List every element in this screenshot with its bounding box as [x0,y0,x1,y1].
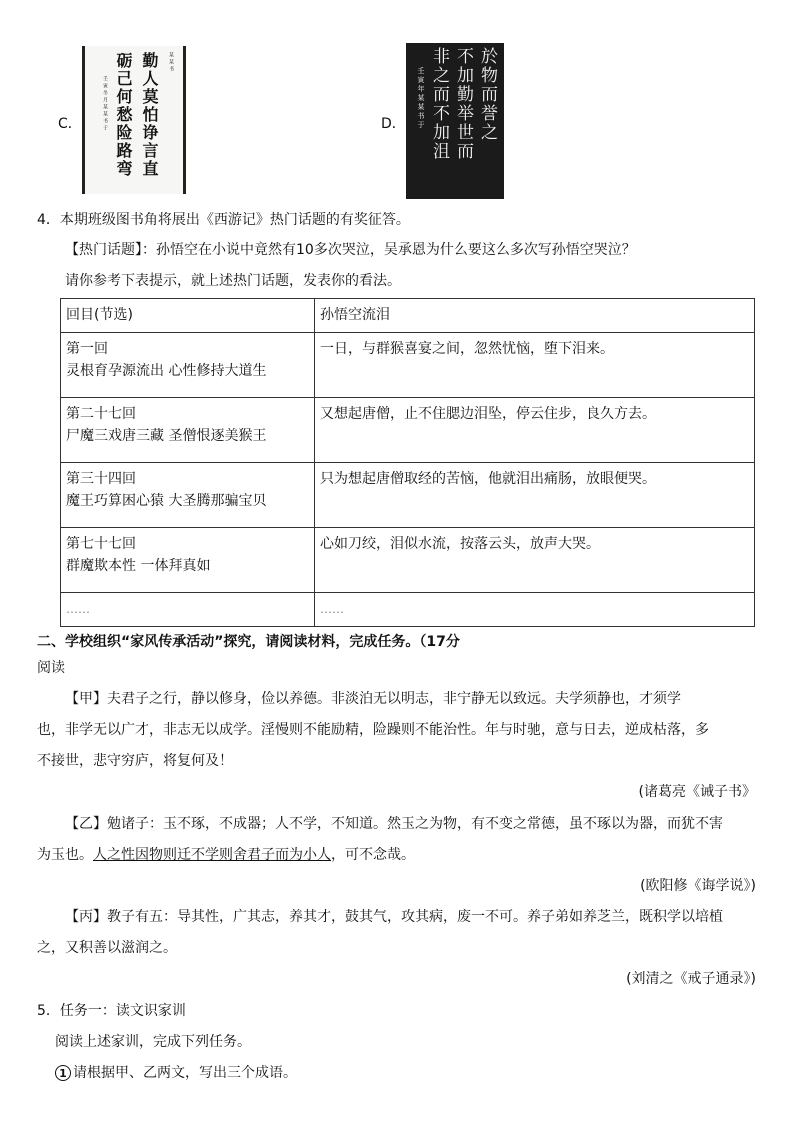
q4-topic: 【热门话题】：孙悟空在小说中竟然有10多次哭泣，吴承恩为什么要这么多次写孙悟空哭泣？ [65,242,636,258]
tears-text: 心如刀绞，泪似水流，按落云头，放声大哭。 [315,528,755,593]
calligraphy-small-col: 某某书 [168,52,174,73]
option-c-label: C． [58,116,82,132]
circled-number: 1 [55,1065,71,1081]
passage-yi-text: ，可不念哉。 [331,847,415,863]
calligraphy-main-col: 勤人莫怕诤言直 [140,52,159,178]
passage-yi-source: (欧阳修《诲学说》) [640,878,756,894]
tears-text: 一日，与群猴喜宴之间，忽然忧恼，堕下泪来。 [315,333,755,398]
passage-bing-line: 【丙】教子有五：导其性，广其志，养其才，鼓其气，攻其病，废一不可。养子弟如养芝兰，既积学以培植 [65,909,723,925]
table-row [61,463,755,528]
passage-jia-line: 【甲】夫君子之行，静以修身，俭以养德。非淡泊无以明志，非宁静无以致远。夫学须静也，才须学 [65,691,681,707]
q4-instruction: 请你参考下表提示，就上述热门话题，发表你的看法。 [65,273,401,289]
table-row [61,528,755,593]
q5-subtask-1 [55,1063,297,1083]
passage-jia-line: 不接世，悲守穷庐，将复何及！ [37,753,233,769]
tears-text: 只为想起唐僧取经的苦恼，他就泪出痛肠，放眼便哭。 [315,463,755,528]
calligraphy-main-col: 非之而不加沮 [429,47,449,161]
section2-read-label: 阅读 [37,660,65,676]
calligraphy-small-col: 壬寅年某某书于 [417,67,425,130]
passage-yi-line2 [37,845,415,865]
calligraphy-main-col: 砺己何愁险路弯 [114,52,133,178]
calligraphy-main-col: 於物而誉之 [477,47,497,142]
chapter-number: 第七十七回 [66,536,136,552]
ellipsis-cell: …… [315,593,755,627]
underlined-sentence: 人之性因物则迁不学则舍君子而为小人 [93,847,331,863]
passage-yi-text: 为玉也。 [37,847,93,863]
passage-jia-source: (诸葛亮《诫子书》 [638,784,756,800]
q5-title: 5．任务一：读文识家训 [37,1003,186,1019]
passage-yi-line: 【乙】勉诸子：玉不琢，不成器；人不学，不知道。然玉之为物，有不变之常德，虽不琢以为器，而犹不害 [65,816,723,832]
sun-wukong-tears-table [60,298,755,627]
q5-subtask-1-text: 请根据甲、乙两文，写出三个成语。 [73,1065,297,1081]
option-d-label: D． [381,116,406,132]
table-header-tears: 孙悟空流泪 [315,299,755,333]
chapter-number: 第二十七回 [66,406,136,422]
table-row [61,398,755,463]
q4-title: 4．本期班级图书角将展出《西游记》热门话题的有奖征答。 [37,212,410,228]
tears-text: 又想起唐僧，止不住腮边泪坠，停云住步，良久方去。 [315,398,755,463]
calligraphy-main-col: 不加勤举世而 [453,47,473,161]
passage-bing-line: 之，又积善以滋润之。 [37,940,177,956]
table-row-ellipsis [61,593,755,627]
chapter-title: 魔王巧算困心猿 大圣腾那骗宝贝 [66,493,267,509]
option-d-calligraphy-image[interactable] [406,43,504,199]
table-header-chapter: 回目(节选) [61,299,315,333]
chapter-title: 灵根育孕源流出 心性修持大道生 [66,363,267,379]
passage-bing-source: (刘清之《戒子通录》) [626,971,756,987]
chapter-number: 第三十四回 [66,471,136,487]
section2-title: 二、学校组织“家风传承活动”探究，请阅读材料，完成任务。（17分 [37,634,460,650]
chapter-number: 第一回 [66,341,108,357]
option-c-calligraphy-image[interactable] [82,46,186,194]
ellipsis-cell: …… [61,593,315,627]
table-header-row [61,299,755,333]
passage-jia-line: 也，非学无以广才，非志无以成学。淫慢则不能励精，险躁则不能治性。年与时驰，意与日去，逆成枯落，多 [37,722,709,738]
chapter-title: 尸魔三戏唐三藏 圣僧恨逐美猴王 [66,428,267,444]
table-row [61,333,755,398]
calligraphy-small-col: 壬寅冬月某某书于 [102,76,108,132]
chapter-title: 群魔欺本性 一体拜真如 [66,558,211,574]
q5-instruction: 阅读上述家训，完成下列任务。 [55,1034,251,1050]
